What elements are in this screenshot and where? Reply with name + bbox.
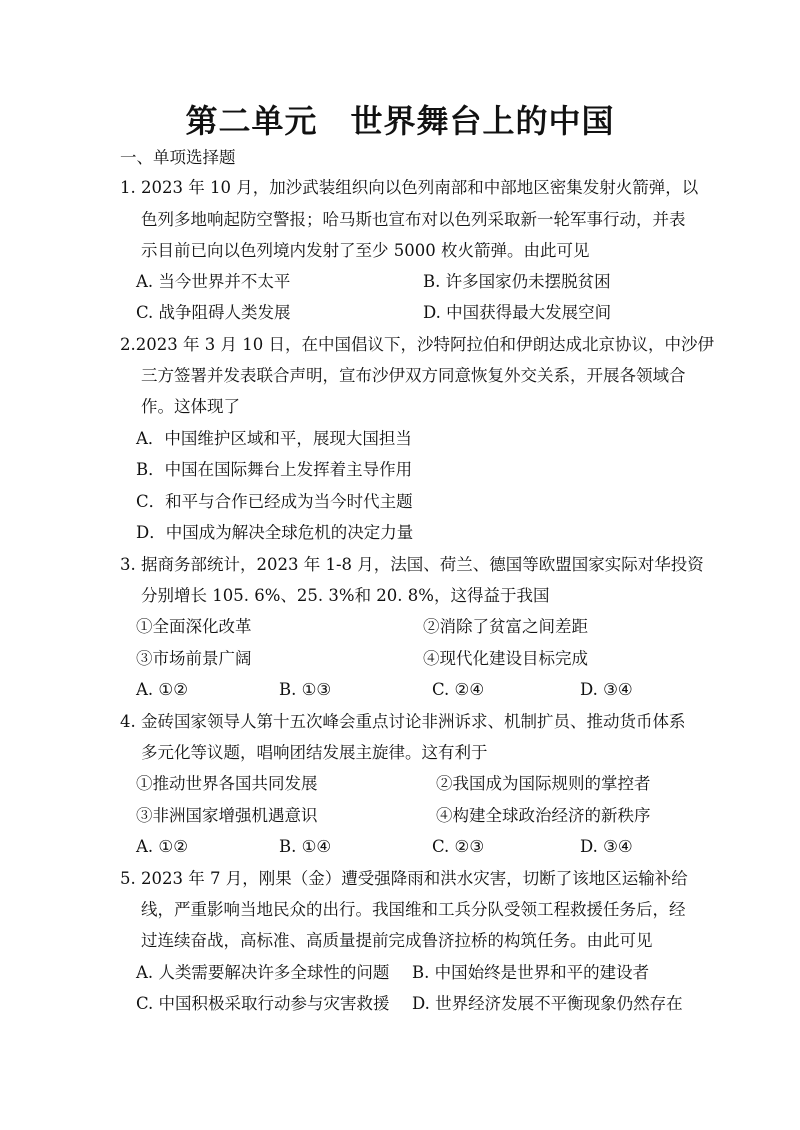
q4-option-c[interactable]: C. ②③ <box>432 837 485 856</box>
section-heading: 一、单项选择题 <box>120 148 236 167</box>
q3-option-c[interactable]: C. ②④ <box>432 680 485 699</box>
q1-option-c[interactable]: C. 战争阻碍人类发展 <box>136 303 291 322</box>
q4-item-3: ③非洲国家增强机遇意识 <box>136 806 318 825</box>
q3-item-2: ②消除了贫富之间差距 <box>423 617 588 636</box>
q5-option-b[interactable]: B. 中国始终是世界和平的建设者 <box>412 963 650 982</box>
q3-item-1: ①全面深化改革 <box>136 617 252 636</box>
q2-option-b[interactable]: B．中国在国际舞台上发挥着主导作用 <box>136 460 413 479</box>
q3-item-4: ④现代化建设目标完成 <box>423 649 588 668</box>
q4-item-4: ④构建全球政治经济的新秩序 <box>436 806 651 825</box>
q5-option-a[interactable]: A. 人类需要解决许多全球性的问题 <box>136 963 390 982</box>
q3-stem-line-2: 分别增长 105. 6%、25. 3%和 20. 8%，这得益于我国 <box>141 586 550 605</box>
q5-stem-line-1: 5. 2023 年 7 月，刚果（金）遭受强降雨和洪水灾害，切断了该地区运输补给 <box>120 869 688 888</box>
q5-stem-line-3: 过连续奋战，高标准、高质量提前完成鲁济拉桥的构筑任务。由此可见 <box>141 931 653 950</box>
q2-option-d[interactable]: D．中国成为解决全球危机的决定力量 <box>136 523 414 542</box>
q2-option-c[interactable]: C．和平与合作已经成为当今时代主题 <box>136 492 413 511</box>
q5-option-d[interactable]: D. 世界经济发展不平衡现象仍然存在 <box>412 994 683 1013</box>
q1-stem-line-2: 色列多地响起防空警报；哈马斯也宣布对以色列采取新一轮军事行动，并表 <box>141 210 686 229</box>
q4-stem-line-2: 多元化等议题，唱响团结发展主旋律。这有利于 <box>141 743 488 762</box>
q4-option-d[interactable]: D. ③④ <box>580 837 633 856</box>
q2-option-a[interactable]: A．中国维护区域和平，展现大国担当 <box>136 429 412 448</box>
q2-stem-line-1: 2.2023 年 3 月 10 日，在中国倡议下，沙特阿拉伯和伊朗达成北京协议，中沙伊 <box>120 335 714 354</box>
q3-option-a[interactable]: A. ①② <box>136 680 188 699</box>
q4-option-b[interactable]: B. ①④ <box>279 837 332 856</box>
q3-option-d[interactable]: D. ③④ <box>580 680 633 699</box>
q1-stem-line-3: 示目前已向以色列境内发射了至少 5000 枚火箭弹。由此可见 <box>141 241 590 260</box>
q5-stem-line-2: 线，严重影响当地民众的出行。我国维和工兵分队受领工程救援任务后，经 <box>141 900 686 919</box>
q3-option-b[interactable]: B. ①③ <box>279 680 332 699</box>
q1-option-d[interactable]: D. 中国获得最大发展空间 <box>423 303 612 322</box>
q4-item-1: ①推动世界各国共同发展 <box>136 774 318 793</box>
q3-stem-line-1: 3. 据商务部统计，2023 年 1-8 月，法国、荷兰、德国等欧盟国家实际对华投资 <box>120 555 704 574</box>
q4-option-a[interactable]: A. ①② <box>136 837 188 856</box>
q2-stem-line-2: 三方签署并发表联合声明，宣布沙伊双方同意恢复外交关系，开展各领域合 <box>141 366 686 385</box>
q2-stem-line-3: 作。这体现了 <box>141 397 240 416</box>
q1-option-a[interactable]: A. 当今世界并不太平 <box>136 272 291 291</box>
q1-option-b[interactable]: B. 许多国家仍未摆脱贫困 <box>423 272 611 291</box>
q3-item-3: ③市场前景广阔 <box>136 649 252 668</box>
q4-item-2: ②我国成为国际规则的掌控者 <box>436 774 651 793</box>
q1-stem-line-1: 1. 2023 年 10 月，加沙武装组织向以色列南部和中部地区密集发射火箭弹，以 <box>120 178 699 197</box>
q5-option-c[interactable]: C. 中国积极采取行动参与灾害救援 <box>136 994 390 1013</box>
q4-stem-line-1: 4. 金砖国家领导人第十五次峰会重点讨论非洲诉求、机制扩员、推动货币体系 <box>120 712 686 731</box>
page-title: 第二单元 世界舞台上的中国 <box>185 102 615 140</box>
